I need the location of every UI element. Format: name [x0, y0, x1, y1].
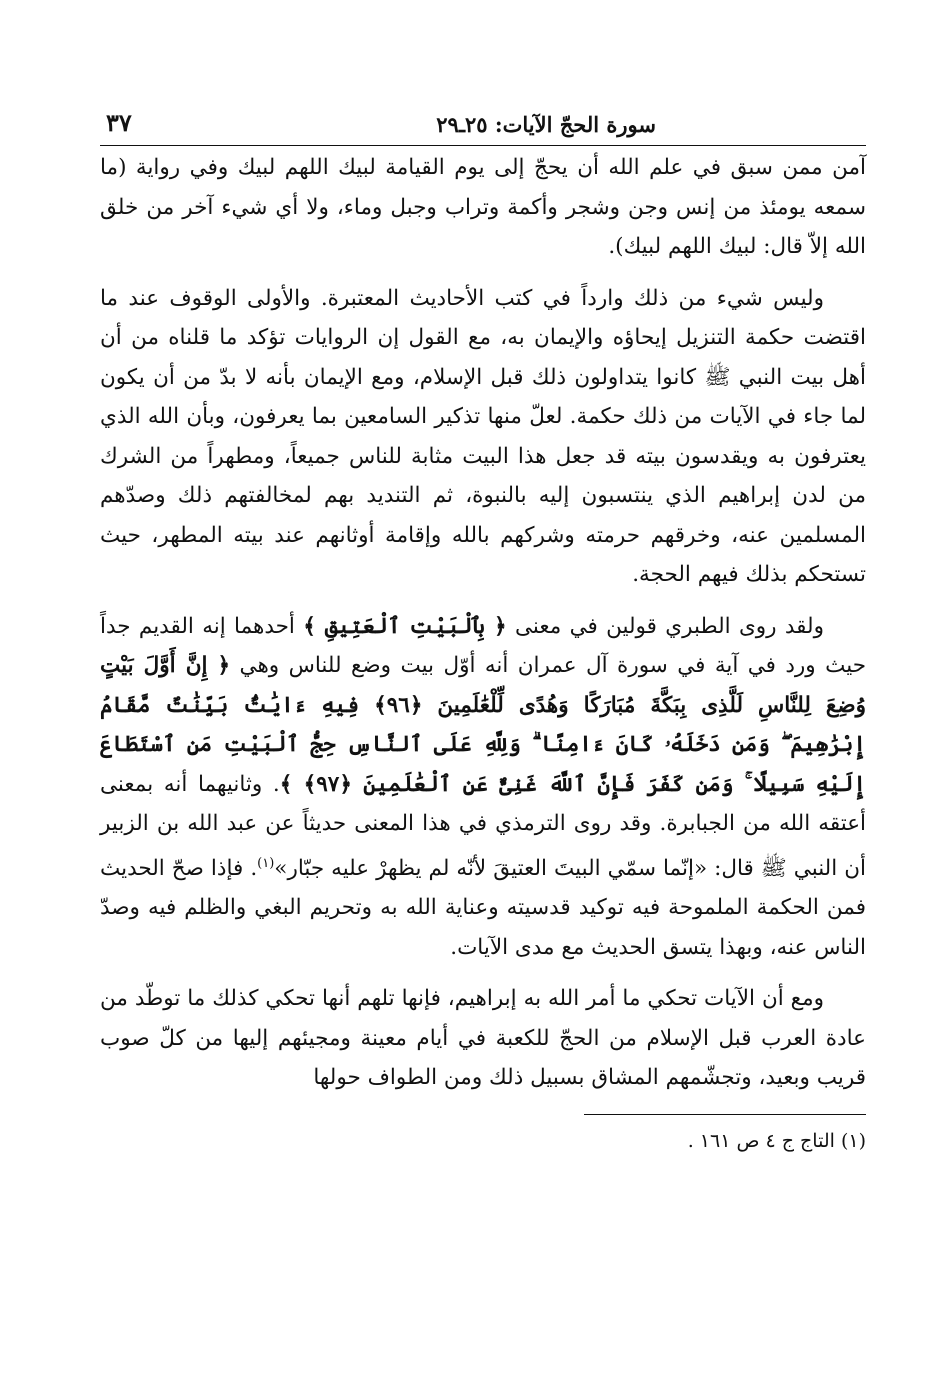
- page-body: [100, 148, 866, 1098]
- footnote-reference[interactable]: (١): [257, 855, 275, 871]
- paragraph-4: ومع أن الآيات تحكي ما أمر الله به إبراهيم، فإنها تلهم أنها تحكي كذلك ما توطّد من عادة العرب قبل الإسلام من الحجّ للكعبة في أيام معينة ومجيئهم إليها من كلّ صوب قريب وبعيد، وتجشّمهم المشاق بسبيل ذلك ومن الطواف حولها: [100, 986, 866, 1091]
- chapter-title: سورة الحجّ الآيات: ٢٥ـ٢٩: [436, 112, 656, 137]
- paragraph-3-text-c: . وثانيهما أنه بمعنى أعتقه الله من الجبابرة. وقد روى الترمذي في هذا المعنى حديثاً عن عبد الله بن الزبير أن النبي ﷺ قال: «إنّما سمّي البيتَ العتيقَ لأنّه لم يظهرْ عليه جبّار»: [100, 771, 866, 881]
- quran-verse: ﴿ إِنَّ أَوَّلَ بَيْتٍ وُضِعَ لِلنَّاسِ لَلَّذِى بِبَكَّةَ مُبَارَكًا وَهُدًى لِّلْعَٰلَمِينَ ﴿٩٦﴾ فِيهِ ءَايَٰتٌۢ بَيِّنَٰتٌ مَّقَامُ إِبْرَٰهِيمَ ۖ وَمَن دَخَلَهُۥ كَانَ ءَامِنًا ۗ وَلِلَّهِ عَلَى ٱلنَّاسِ حِجُّ ٱلْبَيْتِ مَنِ ٱسْتَطَاعَ إِلَيْهِ سَبِيلًا ۚ وَمَن كَفَرَ فَإِنَّ ٱللَّهَ غَنِىٌّ عَنِ ٱلْعَٰلَمِينَ ﴿٩٧﴾ ﴾: [100, 653, 866, 797]
- paragraph-1: آمن ممن سبق في علم الله أن يحجّ إلى يوم القيامة لبيك اللهم لبيك وفي رواية (ما سمعه يومئذ من إنس وجن وشجر وأكمة وتراب وجبل وماء، ولا أي شيء آخر من خلق الله إلاّ قال: لبيك اللهم لبيك).: [100, 155, 866, 259]
- paragraph-3-text-d: . فإذا صحّ الحديث فمن الحكمة الملموحة فيه توكيد قدسيته وعناية الله به وتحريم البغي والظلم فيه وصدّ الناس عنه، وبهذا يتسق الحديث مع مدى الآيات.: [100, 855, 866, 960]
- footnote: (١) التاج ج ٤ ص ١٦١ .: [687, 1129, 866, 1152]
- paragraph-3-text-b: أحدهما إنه القديم جداً حيث ورد في آية في سورة آل عمران أنه أوّل بيت وضع للناس وهي: [100, 613, 866, 678]
- paragraph-3-text-a: ولقد روى الطبري قولين في معنى: [514, 613, 824, 639]
- page-header: [100, 100, 866, 146]
- page-number: ٣٧: [106, 108, 132, 137]
- paragraph-2: وليس شيء من ذلك وارداً في كتب الأحاديث المعتبرة. والأولى الوقوف عند ما اقتضت حكمة التنزيل إيحاؤه والإيمان به، مع القول إن الروايات تؤكد ما قلناه من أن أهل بيت النبي ﷺ كانوا يتداولون ذلك قبل الإسلام، ومع الإيمان بأنه لا بدّ من أن يكون لما جاء في الآيات من ذلك حكمة. لعلّ منها تذكير السامعين بما يعرفون، وبأن الله الذي يعترفون به ويقدسون بيته قد جعل هذا البيت مثابة للناس جميعاً، ومطهراً من الشرك من لدن إبراهيم الذي ينتسبون إليه بالنبوة، ثم التنديد بهم لمخالفتهم ذلك وصدّهم المسلمين عنه، وخرقهم حرمته وشركهم بالله وإقامة أوثانهم عند بيته المطهر، حيث تستحكم بذلك فيهم الحجة.: [100, 285, 866, 587]
- quran-phrase: ﴿ بِٱلْبَيْتِ ٱلْعَتِيقِ ﴾: [303, 613, 507, 639]
- footnote-divider: [584, 1114, 866, 1115]
- paragraph-3: [100, 607, 866, 968]
- page: [100, 100, 866, 1280]
